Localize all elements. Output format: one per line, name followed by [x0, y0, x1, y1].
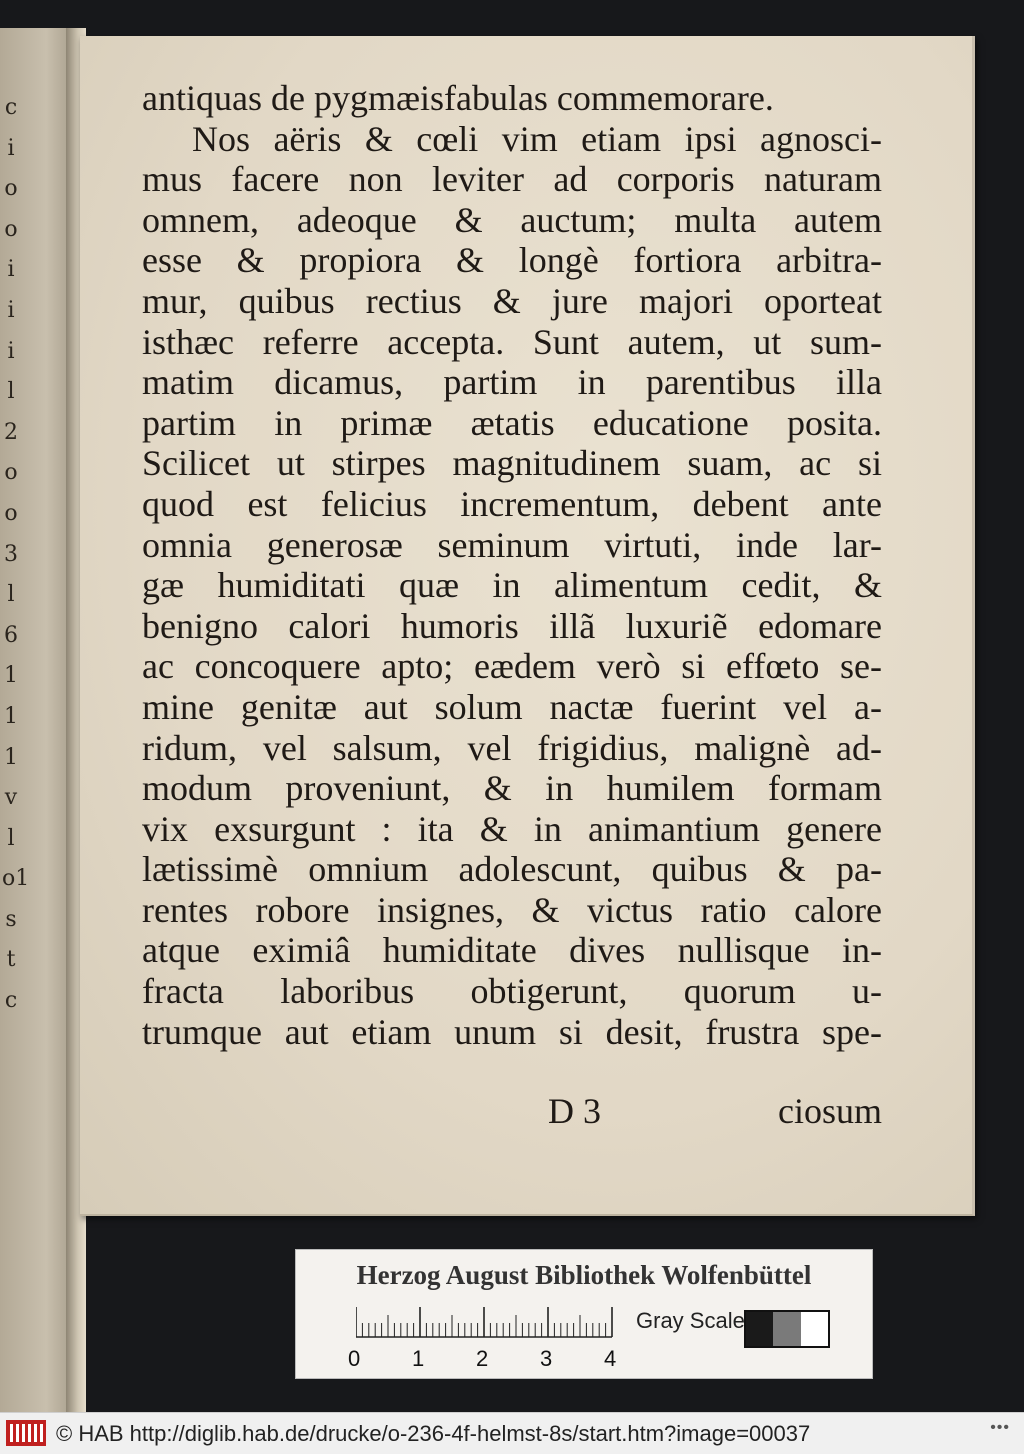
left-page-mark: i: [7, 257, 15, 283]
ruler-number: 0: [348, 1346, 361, 1371]
left-page-marks: [2, 88, 30, 1022]
left-page-mark: s: [5, 906, 17, 932]
text-line: Nos aëris & cœli vim etiam ipsi agnosci-: [192, 118, 882, 159]
left-page-mark: o: [4, 216, 18, 242]
text-line: Scilicet ut stirpes magnitudinem suam, ac si: [142, 443, 882, 484]
left-page-mark: i: [7, 135, 15, 161]
left-page-mark: 3: [4, 541, 18, 567]
text-line: omnem, adeoque & auctum; multa autem: [142, 199, 882, 240]
text-line: lætissimè omnium adolescunt, quibus & pa-: [142, 849, 882, 890]
text-line: rentes robore insignes, & victus ratio calore: [142, 889, 882, 930]
left-page-mark: o: [4, 176, 18, 202]
page-footer: [142, 1090, 882, 1134]
more-options-icon[interactable]: •••: [990, 1419, 1010, 1436]
left-page-mark: c: [4, 95, 18, 120]
text-line: benigno calori humoris illã luxuriẽ edomare: [142, 605, 882, 646]
left-page-mark: l: [7, 379, 15, 405]
gray-swatch: [801, 1312, 828, 1346]
left-page-mark: 1: [4, 703, 18, 729]
text-line: trumque aut etiam unum si desit, frustra spe-: [142, 1011, 882, 1052]
left-page-mark: 6: [4, 622, 18, 648]
ruler-number: 1: [412, 1346, 425, 1371]
text-line: isthæc referre accepta. Sunt autem, ut sum-: [142, 321, 882, 362]
text-line: matim dicamus, partim in parentibus illa: [142, 362, 882, 403]
ruler-numbers: [348, 1346, 628, 1372]
hab-logo-icon: [6, 1420, 46, 1446]
text-line: ridum, vel salsum, vel frigidius, malignè ad-: [142, 727, 882, 768]
text-line: atque eximiâ humiditate dives nullisque in-: [142, 930, 882, 971]
page-text-block: [142, 78, 882, 1052]
library-label-card: [295, 1249, 873, 1379]
left-page-mark: t: [6, 947, 16, 973]
gray-scale-swatches: [744, 1310, 830, 1348]
status-bar: [0, 1412, 1024, 1454]
text-line: vix exsurgunt : ita & in animantium genere: [142, 808, 882, 849]
text-line: gæ humiditati quæ in alimentum cedit, &: [142, 565, 882, 606]
text-line: mine genitæ aut solum nactæ fuerint vel a-: [142, 686, 882, 727]
gray-scale-label: Gray Scale: [636, 1308, 745, 1333]
book-page: [80, 36, 975, 1216]
text-line: mus facere non leviter ad corporis naturam: [142, 159, 882, 200]
left-page-mark: 1: [4, 663, 18, 689]
text-line: fracta laboribus obtigerunt, quorum u-: [142, 971, 882, 1012]
left-page-mark: i: [7, 297, 15, 323]
left-page-mark: l: [7, 825, 15, 851]
ruler-number: 4: [604, 1346, 617, 1371]
left-page-mark: o: [4, 460, 18, 486]
ruler-number: 3: [540, 1346, 553, 1371]
text-line: ac concoquere apto; eædem verò si effœto se-: [142, 646, 882, 687]
status-url-text[interactable]: © HAB http://diglib.hab.de/drucke/o-236-4f-helmst-8s/start.htm?image=00037: [56, 1421, 811, 1446]
text-line: modum proveniunt, & in humilem formam: [142, 768, 882, 809]
left-page-mark: i: [7, 338, 15, 364]
left-page-mark: 1: [4, 744, 18, 770]
library-title: Herzog August Bibliothek Wolfenbüttel: [356, 1260, 812, 1290]
catchword: ciosum: [778, 1091, 882, 1131]
left-page-mark: o1: [2, 866, 30, 892]
gray-swatch: [746, 1312, 773, 1346]
text-line: quod est felicius incrementum, debent ante: [142, 483, 882, 524]
left-page-mark: 2: [4, 419, 18, 445]
left-page-mark: v: [4, 785, 18, 811]
text-line: partim in primæ ætatis educatione posita.: [142, 402, 882, 443]
left-page-mark: c: [4, 988, 18, 1014]
left-page-mark: l: [7, 582, 15, 608]
left-page-mark: o: [4, 500, 18, 526]
text-line: antiquas de pygmæisfabulas commemorare.: [142, 78, 774, 118]
gray-swatch: [773, 1312, 800, 1346]
ruler-number: 2: [476, 1346, 489, 1371]
text-line: omnia generosæ seminum virtuti, inde lar-: [142, 524, 882, 565]
text-line: esse & propiora & longè fortiora arbitra-: [142, 240, 882, 281]
ruler-scale: [356, 1306, 616, 1338]
text-line: mur, quibus rectius & jure majori oporteat: [142, 280, 882, 321]
signature-mark: D 3: [548, 1091, 601, 1131]
